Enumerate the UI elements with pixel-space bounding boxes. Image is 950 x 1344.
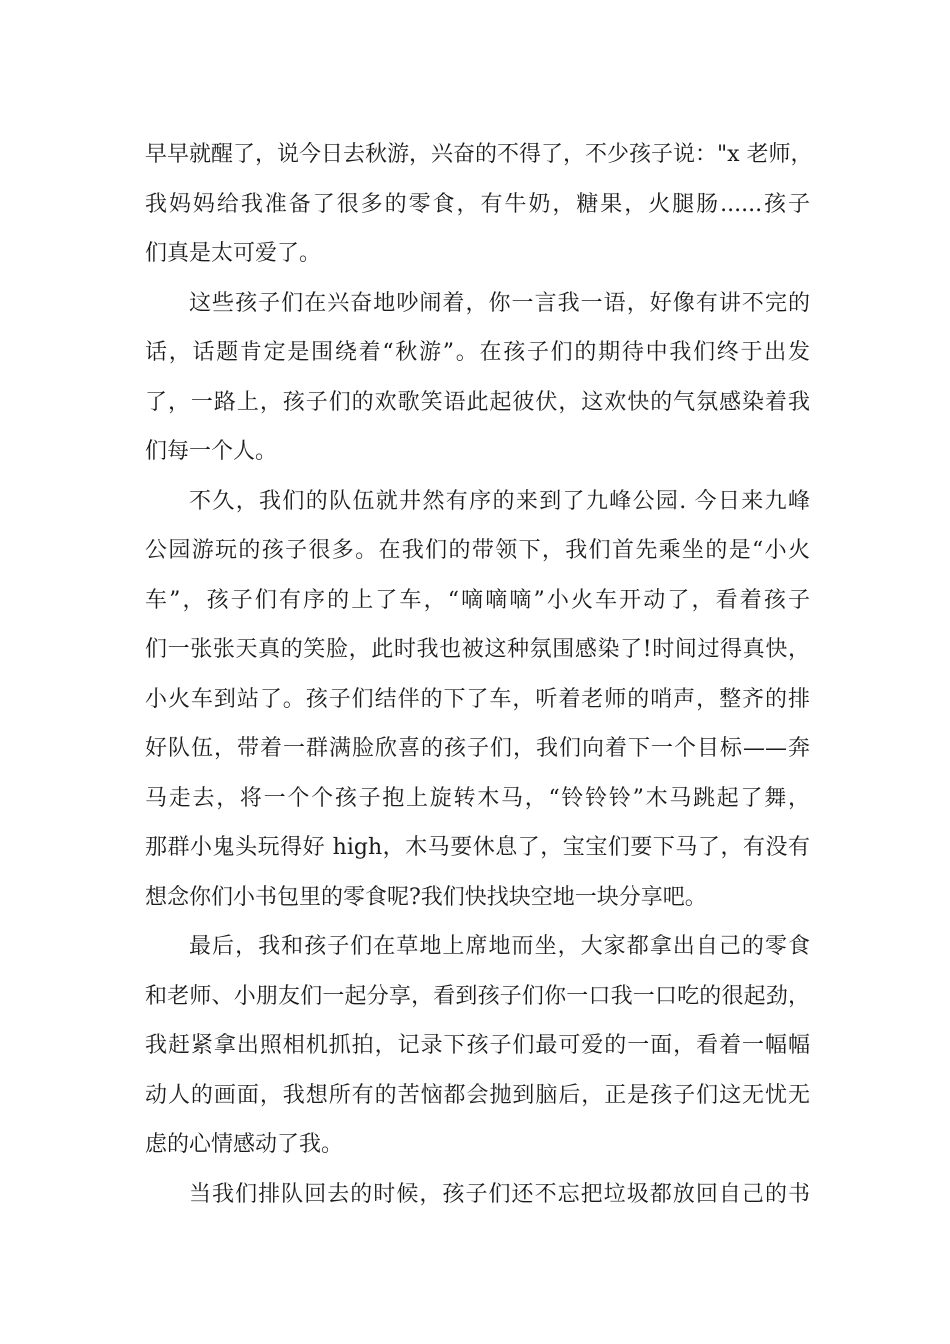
text-line: 想念你们小书包里的零食呢?我们快找块空地一块分享吧。 [145, 884, 707, 910]
text-line: 话，话题肯定是围绕着“秋游”。在孩子们的期待中我们终于出发 [145, 340, 810, 365]
text-line: 车”，孩子们有序的上了车，“嘀嘀嘀”小火车开动了，看着孩子 [145, 587, 810, 613]
text-line: 我妈妈给我准备了很多的零食，有牛奶，糖果，火腿肠......孩子 [145, 191, 810, 217]
text-line: 们真是太可爱了。 [145, 241, 322, 266]
text-line: 公园游玩的孩子很多。在我们的带领下，我们首先乘坐的是“小火 [145, 538, 810, 563]
text-line: 小火车到站了。孩子们结伴的下了车，听着老师的哨声，整齐的排 [145, 686, 810, 712]
text-line: 了，一路上，孩子们的欢歌笑语此起彼伏，这欢快的气氛感染着我 [145, 389, 810, 415]
text-line: 们每一个人。 [145, 439, 278, 464]
text-line: 不久，我们的队伍就井然有序的来到了九峰公园. 今日来九峰 [189, 488, 810, 514]
text-line: 早早就醒了，说今日去秋游，兴奋的不得了，不少孩子说："x 老师， [145, 142, 813, 167]
text-line: 们一张张天真的笑脸，此时我也被这种氛围感染了!时间过得真快， [145, 637, 810, 662]
text-line: 那群小鬼头玩得好 high，木马要休息了，宝宝们要下马了，有没有 [145, 835, 810, 860]
text-line: 我赶紧拿出照相机抓拍，记录下孩子们最可爱的一面，看着一幅幅 [145, 1033, 810, 1058]
text-line: 动人的画面，我想所有的苦恼都会抛到脑后，正是孩子们这无忧无 [145, 1082, 810, 1108]
document-body [145, 130, 813, 1219]
text-line: 虑的心情感动了我。 [145, 1132, 344, 1157]
text-line: 当我们排队回去的时候，孩子们还不忘把垃圾都放回自己的书 [189, 1181, 810, 1207]
text-line: 好队伍，带着一群满脸欣喜的孩子们，我们向着下一个目标——奔 [145, 736, 810, 761]
text-line: 马走去，将一个个孩子抱上旋转木马，“铃铃铃”木马跳起了舞， [145, 785, 810, 811]
text-line: 这些孩子们在兴奋地吵闹着，你一言我一语，好像有讲不完的 [189, 290, 810, 316]
text-line: 和老师、小朋友们一起分享，看到孩子们你一口我一口吃的很起劲， [145, 983, 810, 1009]
text-line: 最后，我和孩子们在草地上席地而坐，大家都拿出自己的零食 [189, 934, 810, 959]
